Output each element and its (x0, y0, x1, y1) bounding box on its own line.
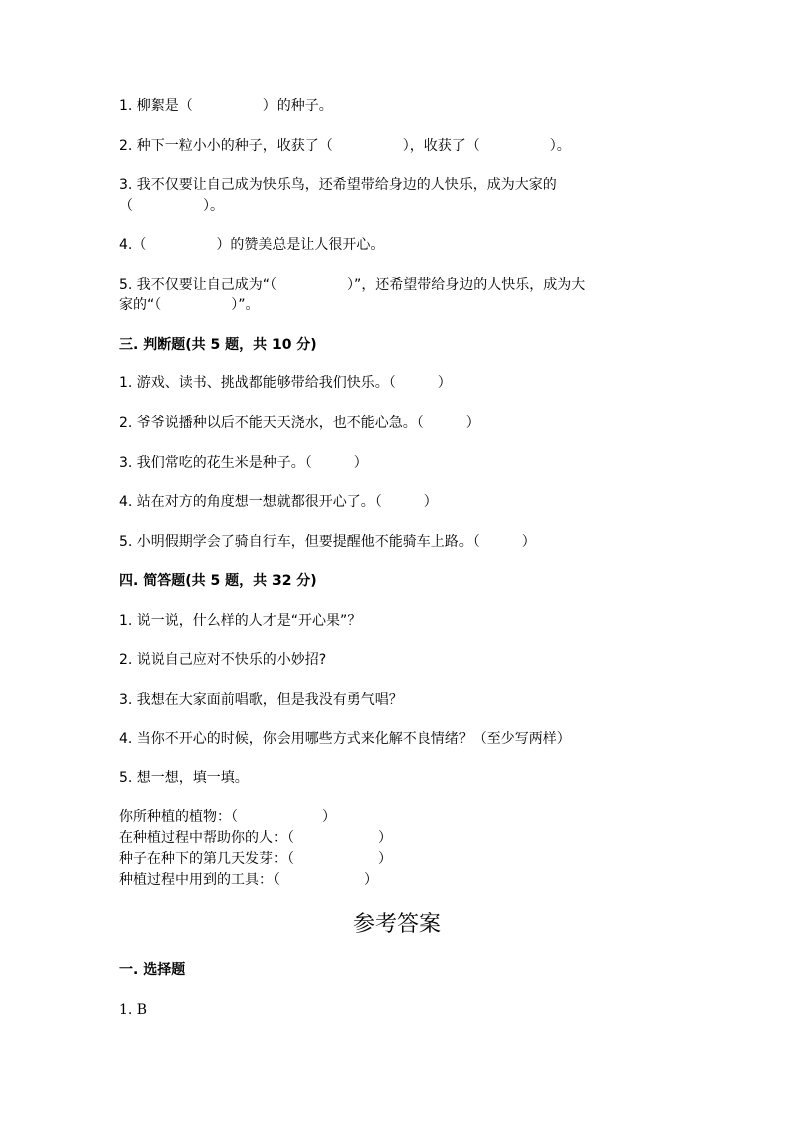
section-4-heading: 四. 简答题(共 5 题，共 32 分) (119, 573, 317, 589)
judge-item-5: 5. 小明假期学会了骑自行车，但要提醒他不能骑车上路。（ ） (119, 534, 536, 550)
section-3-heading: 三. 判断题(共 5 题，共 10 分) (119, 337, 317, 353)
judge-item-1: 1. 游戏、读书、挑战都能够带给我们快乐。（ ） (119, 375, 452, 391)
fill-line-sprout-day: 种子在种下的第几天发芽：（ ） (119, 851, 392, 867)
judge-item-2: 2. 爷爷说播种以后不能天天浇水，也不能心急。（ ） (119, 415, 480, 431)
judge-item-4: 4. 站在对方的角度想一想就都很开心了。（ ） (119, 494, 438, 510)
fill-question-3-line-1: 3. 我不仅要让自己成为快乐鸟，还希望带给身边的人快乐，成为大家的 (119, 177, 557, 193)
fill-question-1: 1. 柳絮是（ ）的种子。 (119, 98, 333, 114)
short-answer-item-4: 4. 当你不开心的时候，你会用哪些方式来化解不良情绪？（至少写两样） (119, 731, 571, 747)
short-answer-item-3: 3. 我想在大家面前唱歌，但是我没有勇气唱？ (119, 692, 403, 708)
fill-question-5-line-1: 5. 我不仅要让自己成为“（ ）”，还希望带给身边的人快乐，成为大 (119, 277, 586, 293)
fill-line-helper: 在种植过程中帮助你的人：（ ） (119, 830, 392, 846)
short-answer-item-2: 2. 说说自己应对不快乐的小妙招? (119, 652, 327, 668)
fill-question-5-line-2: 家的“（ ）”。 (119, 297, 260, 313)
fill-question-3-line-2: （ ）。 (119, 198, 224, 214)
fill-line-tools: 种植过程中用到的工具：（ ） (119, 872, 378, 888)
short-answer-item-1: 1. 说一说，什么样的人才是“开心果”？ (119, 613, 362, 629)
fill-question-2: 2. 种下一粒小小的种子，收获了（ ），收获了（ ）。 (119, 138, 571, 154)
answer-section-1-heading: 一. 选择题 (119, 962, 186, 978)
fill-question-4: 4.（ ）的赞美总是让人很开心。 (119, 237, 385, 253)
judge-item-3: 3. 我们常吃的花生米是种子。（ ） (119, 455, 368, 471)
answer-key-title: 参考答案 (352, 912, 441, 937)
fill-line-plant: 你所种植的植物：（ ） (119, 809, 336, 825)
short-answer-item-5: 5. 想一想，填一填。 (119, 770, 249, 786)
answer-item-1: 1. B (119, 1002, 148, 1018)
